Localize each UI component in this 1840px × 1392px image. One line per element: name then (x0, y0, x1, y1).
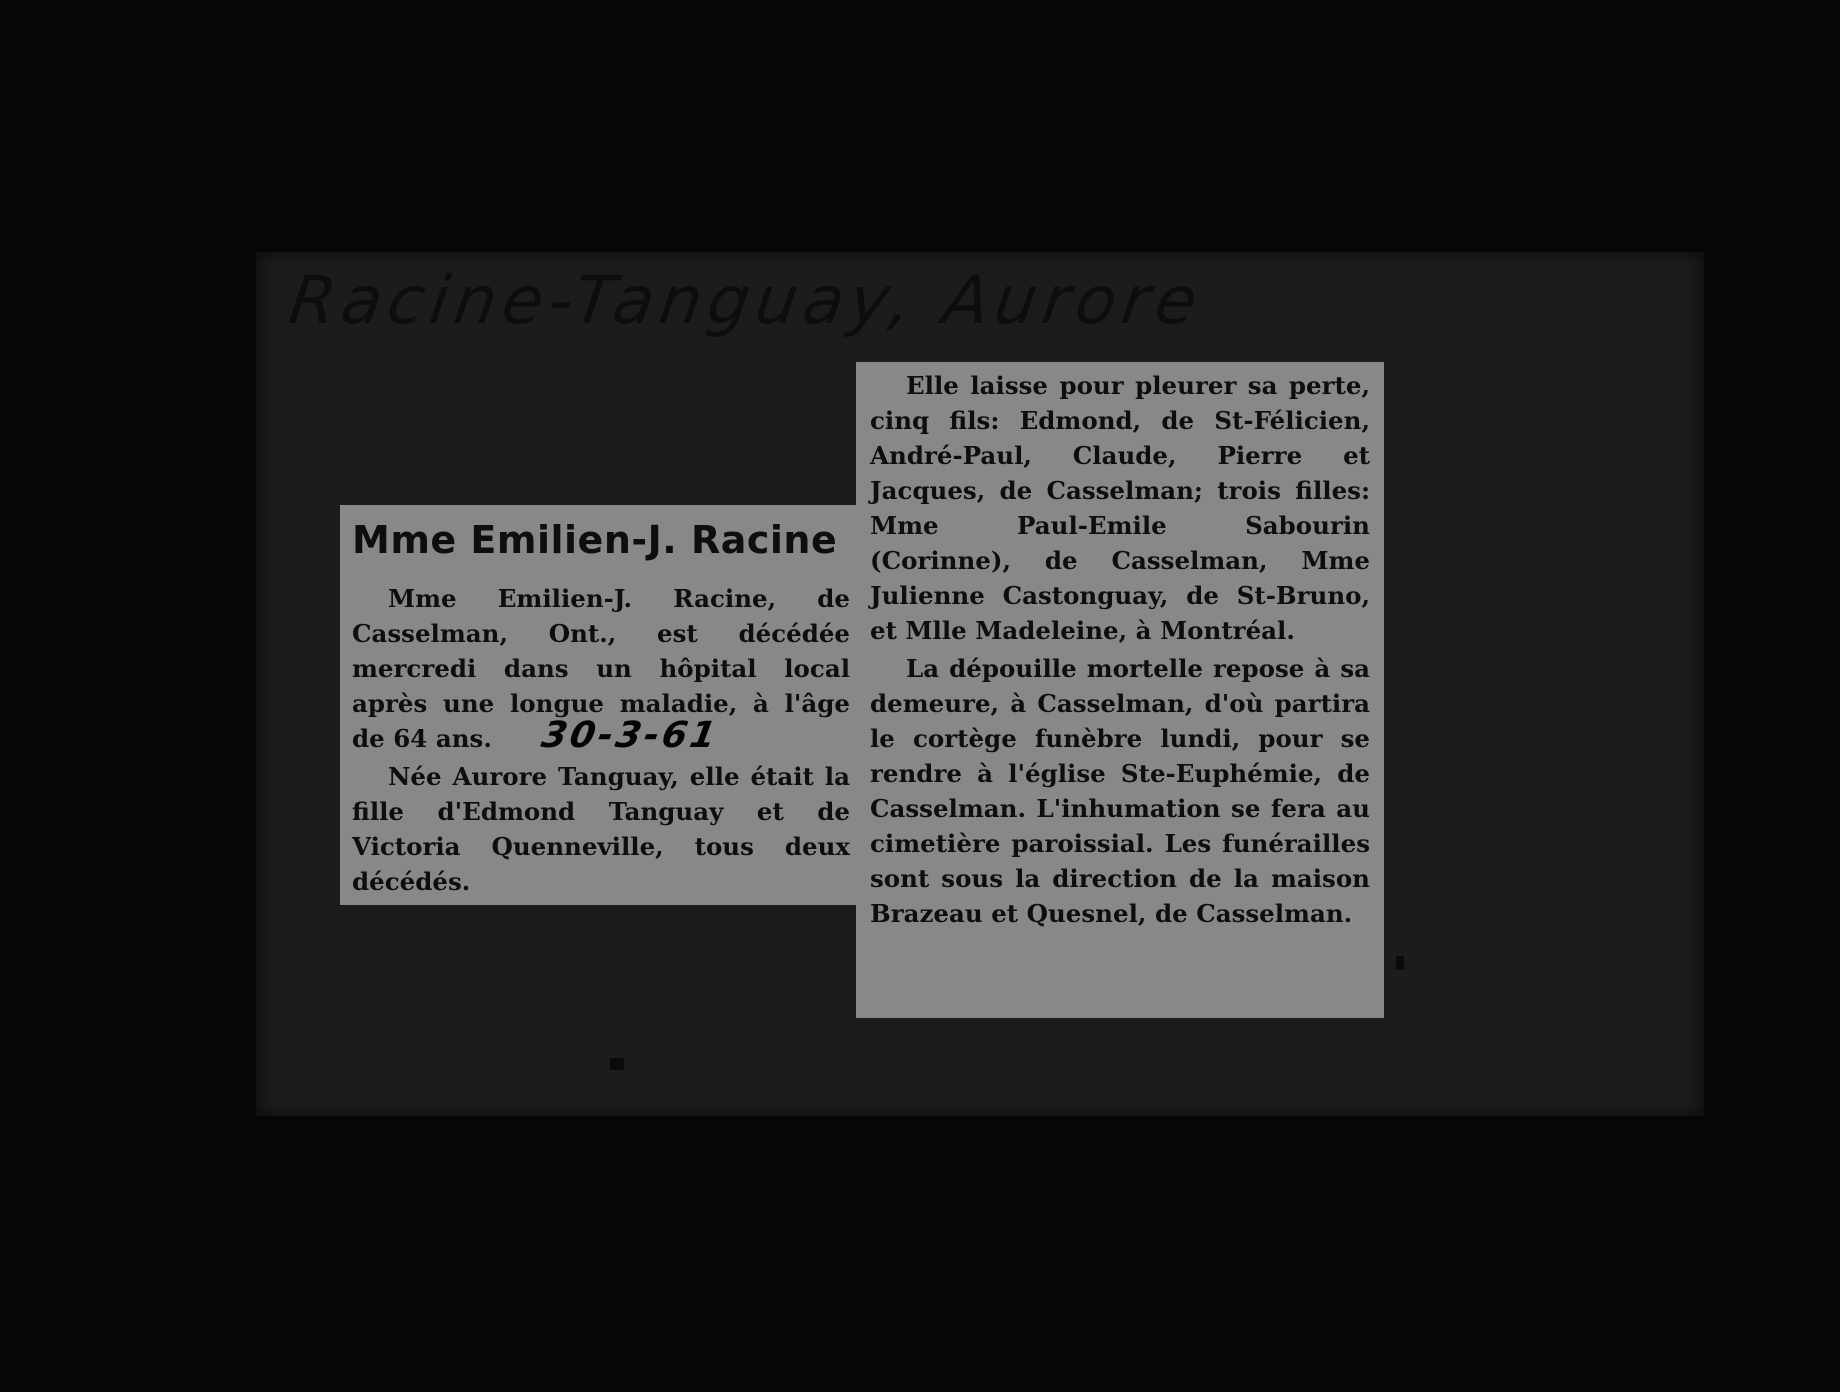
obituary-clipping-right (856, 362, 1384, 1018)
obituary-clipping-left (340, 505, 860, 905)
handwritten-date: 30-3-61 (538, 715, 722, 756)
dust-speck (1396, 956, 1404, 970)
obituary-paragraph: Née Aurore Tanguay, elle était la fille d'Edmond Tanguay et de Victoria Quenneville, tous deux décédés. (352, 762, 850, 896)
obituary-title: Mme Emilien-J. Racine (352, 518, 838, 562)
obituary-paragraph: La dépouille mortelle repose à sa demeure, à Casselman, d'où partira le cortège funèbre lundi, pour se rendre à l'église Ste-Euphémie, de Casselman. L'inhumation se fera au cimetière paroissial. Les funérailles sont sous la direction de la maison Brazeau et Quesnel, de Casselman. (870, 654, 1370, 928)
obituary-paragraph: Elle laisse pour pleurer sa perte, cinq fils: Edmond, de St-Félicien, André-Paul, Claude, Pierre et Jacques, de Casselman; trois filles: Mme Paul-Emile Sabourin (Corinne), de Casselman, Mme Julienne Castonguay, de St-Bruno, et Mlle Madeleine, à Montréal. (870, 371, 1370, 645)
dust-speck (610, 1058, 624, 1070)
obituary-paragraph-text: Mme Emilien-J. Racine, de Casselman, Ont., est décédée mercredi dans un hôpital local après une longue maladie, à l'âge de 64 ans. (352, 584, 850, 753)
handwritten-heading: Racine-Tanguay, Aurore (284, 262, 1208, 339)
obituary-paragraph (352, 581, 850, 756)
